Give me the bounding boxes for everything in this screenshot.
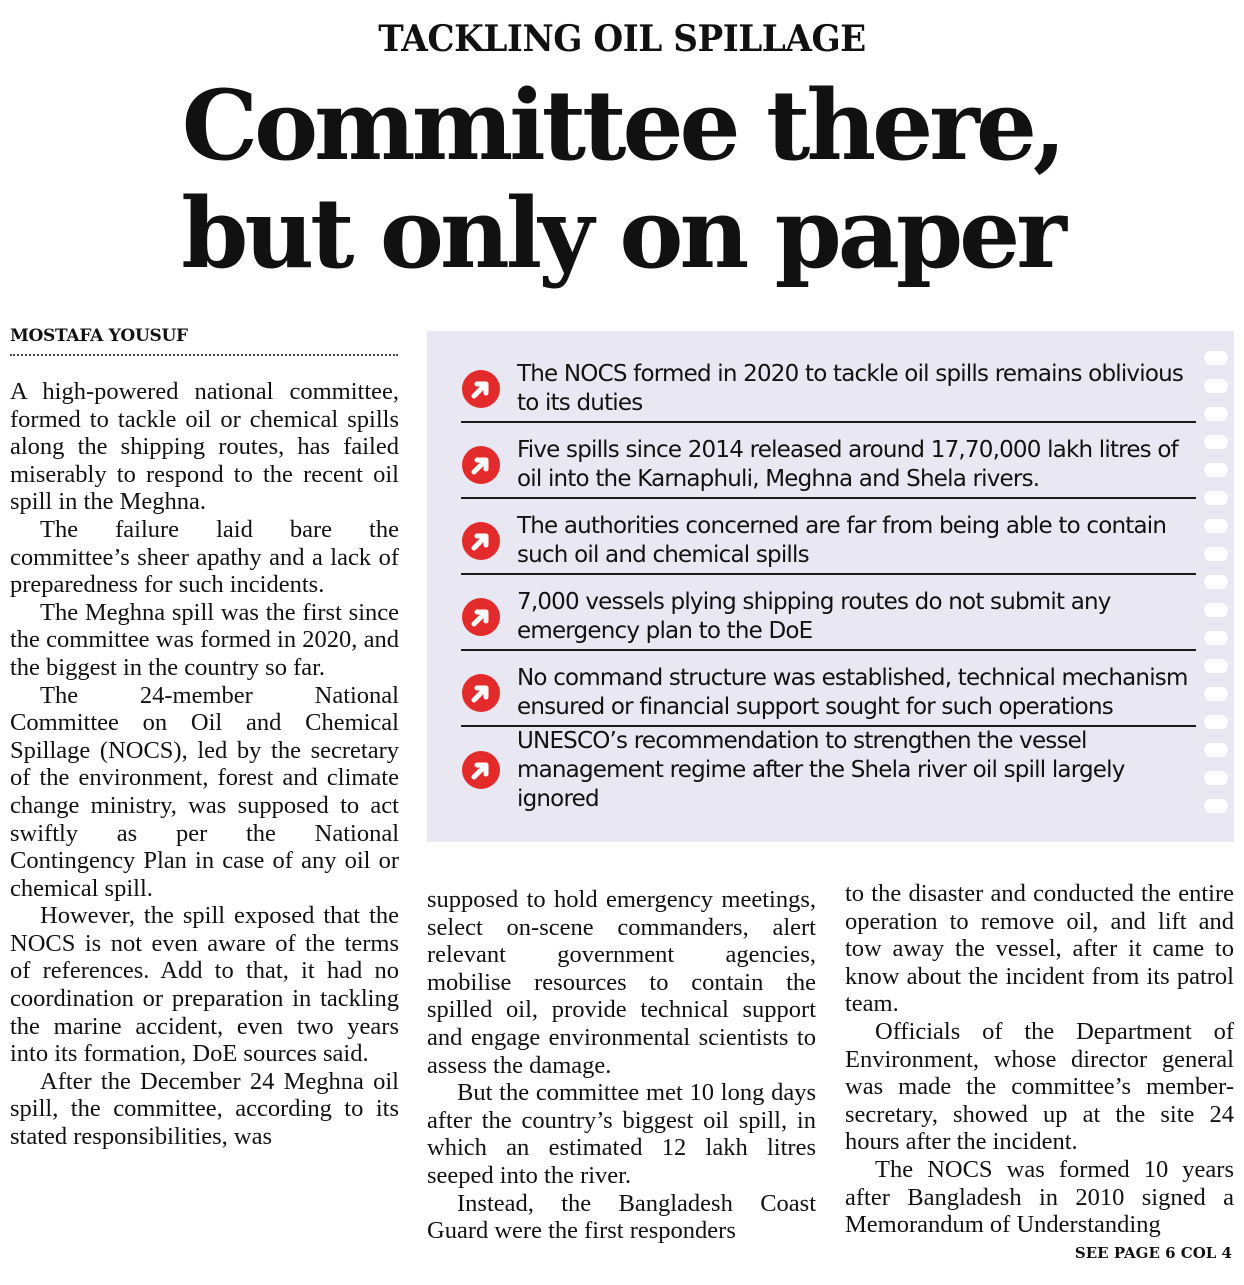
highlight-text: Five spills since 2014 released around 17,70,000 lakh litres of oil into the Karnaphuli, Meghna and Shela rivers. — [517, 437, 1178, 492]
highlight-text: UNESCO’s recommendation to strengthen the vessel management regime after the Shela river oil spill largely ignored — [517, 727, 1125, 812]
hole-shape — [1204, 547, 1228, 561]
paragraph: The failure laid bare the committee’s sheer apathy and a lack of preparedness for such incidents. — [10, 515, 399, 599]
highlight-item — [461, 727, 1196, 812]
article-column-1 — [10, 378, 399, 1151]
paragraph: A high-powered national committee, formed to tackle oil or chemical spills along the shipping routes, has failed miserably to respond to the recent oil spill in the Meghna. — [10, 378, 399, 516]
paragraph: Officials of the Department of Environment, whose director general was made the committee’s member-secretary, showed up at the site 24 hours after the incident. — [845, 1017, 1234, 1156]
hole-shape — [1204, 715, 1228, 729]
highlight-text: No command structure was established, technical mechanism ensured or financial support sought for such operations — [517, 665, 1188, 720]
highlight-text: 7,000 vessels plying shipping routes do not submit any emergency plan to the DoE — [517, 589, 1111, 644]
hole-shape — [1204, 631, 1228, 645]
highlight-text: The authorities concerned are far from being able to contain such oil and chemical spills — [517, 513, 1167, 568]
headline — [0, 69, 1244, 290]
arrow-circle-icon — [461, 673, 501, 713]
highlights-panel — [427, 331, 1234, 842]
notebook-holes — [1204, 351, 1228, 831]
arrow-circle-icon — [461, 597, 501, 637]
highlight-item — [461, 663, 1196, 727]
article-column-2 — [427, 886, 816, 1245]
paragraph: Instead, the Bangladesh Coast Guard were the first responders — [427, 1189, 816, 1245]
hole-shape — [1204, 519, 1228, 533]
headline-line-2: but only on paper — [181, 177, 1063, 290]
hole-shape — [1204, 575, 1228, 589]
paragraph: to the disaster and conducted the entire operation to remove oil, and lift and tow away the vessel, after it came to know about the incident from its patrol team. — [845, 880, 1234, 1018]
paragraph: The 24-member National Committee on Oil and Chemical Spillage (NOCS), led by the secretary of the environment, forest and climate change ministry, was supposed to act swiftly as per the National Contingency Plan in case of any oil or chemical spill. — [10, 681, 399, 902]
hole-shape — [1204, 435, 1228, 449]
highlights-list — [461, 359, 1196, 815]
arrow-circle-icon — [461, 445, 501, 485]
paragraph: However, the spill exposed that the NOCS is not even aware of the terms of references. Add to that, it had no coordination or preparation in tackling the marine accident, even two years into its formation, DoE sources said. — [10, 902, 399, 1068]
paragraph: The NOCS was formed 10 years after Bangladesh in 2010 signed a Memorandum of Understanding — [845, 1155, 1234, 1239]
highlight-item — [461, 359, 1196, 423]
kicker: TACKLING OIL SPILLAGE — [378, 18, 866, 60]
paragraph: But the committee met 10 long days after the country’s biggest oil spill, in which an estimated 12 lakh litres seeped into the river. — [427, 1079, 816, 1189]
headline-line-1: Committee there, — [181, 69, 1063, 182]
hole-shape — [1204, 407, 1228, 421]
hole-shape — [1204, 603, 1228, 617]
highlight-item — [461, 435, 1196, 499]
paragraph: The Meghna spill was the first since the committee was formed in 2020, and the biggest in the country so far. — [10, 598, 399, 681]
highlight-text: The NOCS formed in 2020 to tackle oil spills remains oblivious to its duties — [517, 361, 1184, 416]
hole-shape — [1204, 799, 1228, 813]
arrow-circle-icon — [461, 750, 501, 790]
arrow-circle-icon — [461, 521, 501, 561]
hole-shape — [1204, 659, 1228, 673]
paragraph: After the December 24 Meghna oil spill, the committee, according to its stated responsibilities, was — [10, 1067, 399, 1151]
hole-shape — [1204, 351, 1228, 365]
hole-shape — [1204, 463, 1228, 477]
paragraph: supposed to hold emergency meetings, select on-scene commanders, alert relevant government agencies, mobilise resources to contain the spilled oil, provide technical support and engage environmental scientists to assess the damage. — [427, 886, 816, 1079]
hole-shape — [1204, 491, 1228, 505]
highlight-item — [461, 511, 1196, 575]
hole-shape — [1204, 743, 1228, 757]
hole-shape — [1204, 687, 1228, 701]
article-column-3 — [845, 880, 1234, 1239]
arrow-circle-icon — [461, 369, 501, 409]
byline: MOSTAFA YOUSUF — [10, 326, 398, 356]
continuation-note: SEE PAGE 6 COL 4 — [1074, 1244, 1232, 1262]
highlight-item — [461, 587, 1196, 651]
hole-shape — [1204, 379, 1228, 393]
hole-shape — [1204, 771, 1228, 785]
